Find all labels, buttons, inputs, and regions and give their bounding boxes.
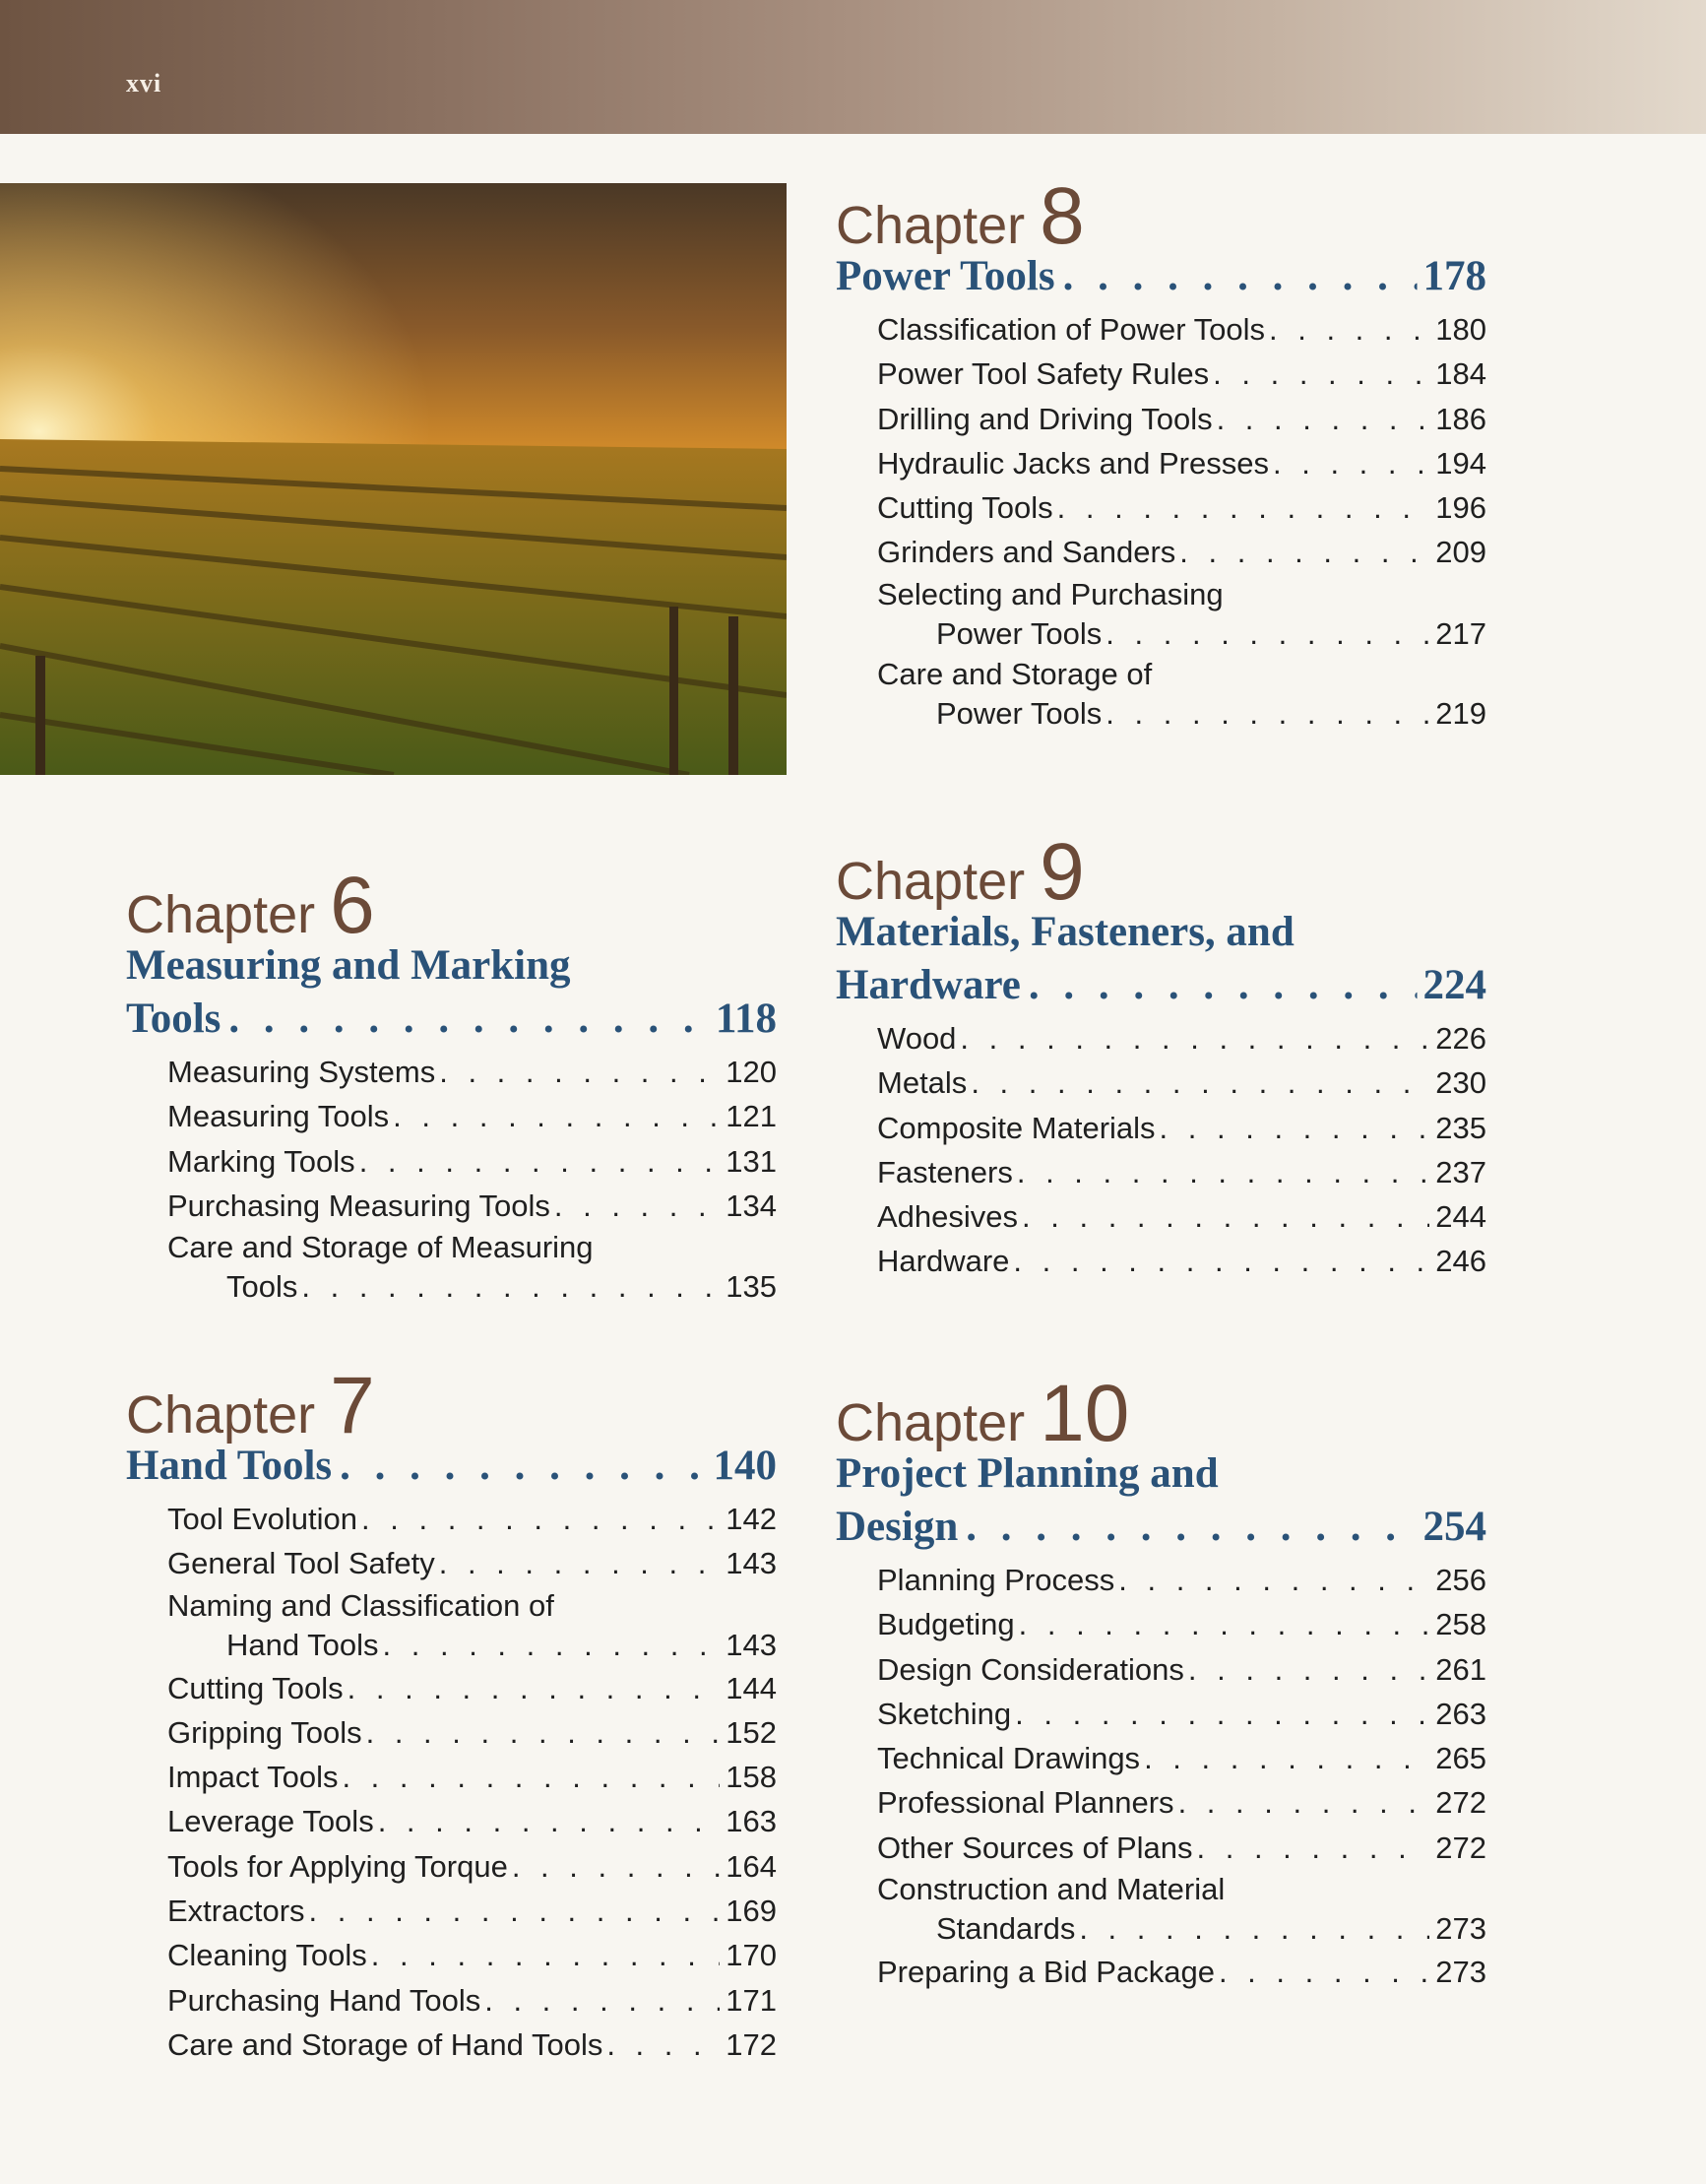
- page-number: xvi: [126, 69, 162, 97]
- toc-entry[interactable]: Sketching . . . 263: [877, 1692, 1486, 1736]
- toc-entry[interactable]: General Tool Safety . . . 143: [167, 1541, 777, 1585]
- header-band: [0, 0, 1706, 134]
- vineyard-photo: [0, 183, 787, 775]
- toc-entry[interactable]: Drilling and Driving Tools . . . 186: [877, 397, 1486, 441]
- toc-entry[interactable]: Planning Process . . . 256: [877, 1558, 1486, 1602]
- toc-entry[interactable]: Composite Materials . . . 235: [877, 1106, 1486, 1150]
- chapter-title: Materials, Fasteners, and Hardware . . . 224: [836, 906, 1486, 1012]
- toc-entry[interactable]: Measuring Systems . . . 120: [167, 1050, 777, 1094]
- toc-entry[interactable]: Cleaning Tools . . . 170: [167, 1933, 777, 1977]
- toc-entry[interactable]: Metals . . . 230: [877, 1060, 1486, 1105]
- chapter-6: [126, 861, 777, 1308]
- toc-entry[interactable]: Selecting and Purchasing Power Tools . . . 217: [877, 575, 1486, 655]
- toc-entry[interactable]: Grinders and Sanders . . . 209: [877, 530, 1486, 574]
- chapter-title: Project Planning and Design . . . 254: [836, 1447, 1486, 1554]
- chapter-label: Chapter 9: [836, 827, 1085, 917]
- chapter-title: Hand Tools . . . 140: [126, 1440, 777, 1493]
- toc-entry[interactable]: Fasteners . . . 237: [877, 1150, 1486, 1194]
- toc-entry[interactable]: Hydraulic Jacks and Presses . . . 194: [877, 441, 1486, 485]
- toc-entry[interactable]: Construction and Material Standards . . . 273: [877, 1870, 1486, 1950]
- toc-entry[interactable]: Wood . . . 226: [877, 1016, 1486, 1060]
- toc-entry[interactable]: Tools for Applying Torque . . . 164: [167, 1844, 777, 1889]
- toc-entry[interactable]: Extractors . . . 169: [167, 1889, 777, 1933]
- toc-entry[interactable]: Impact Tools . . . 158: [167, 1755, 777, 1799]
- chapter-label: Chapter 8: [836, 171, 1085, 261]
- toc-entry[interactable]: Power Tool Safety Rules . . . 184: [877, 352, 1486, 396]
- toc-entry[interactable]: Tool Evolution . . . 142: [167, 1497, 777, 1541]
- toc-entry[interactable]: Cutting Tools . . . 196: [877, 485, 1486, 530]
- toc-entry[interactable]: Marking Tools . . . 131: [167, 1139, 777, 1184]
- toc-entry[interactable]: Design Considerations . . . 261: [877, 1647, 1486, 1692]
- toc-entry[interactable]: Professional Planners . . . 272: [877, 1780, 1486, 1825]
- toc-entry[interactable]: Leverage Tools . . . 163: [167, 1799, 777, 1843]
- toc-entry[interactable]: Purchasing Measuring Tools . . . 134: [167, 1184, 777, 1228]
- toc-entry[interactable]: Care and Storage of Power Tools . . . 219: [877, 655, 1486, 735]
- chapter-label: Chapter 10: [836, 1369, 1130, 1458]
- toc-entry[interactable]: Cutting Tools . . . 144: [167, 1666, 777, 1710]
- toc-entry[interactable]: Hardware . . . 246: [877, 1239, 1486, 1283]
- toc-entry[interactable]: Measuring Tools . . . 121: [167, 1094, 777, 1138]
- chapter-8: [836, 171, 1486, 735]
- toc-entry[interactable]: Purchasing Hand Tools . . . 171: [167, 1978, 777, 2023]
- toc-entry[interactable]: Classification of Power Tools . . . 180: [877, 307, 1486, 352]
- toc-entry[interactable]: Technical Drawings . . . 265: [877, 1736, 1486, 1780]
- toc-entry[interactable]: Care and Storage of Hand Tools . . . 172: [167, 2023, 777, 2067]
- chapter-7: [126, 1361, 777, 2067]
- toc-entry[interactable]: Naming and Classification of Hand Tools . . . 143: [167, 1586, 777, 1666]
- chapter-10: [836, 1369, 1486, 1994]
- toc-entry[interactable]: Adhesives . . . 244: [877, 1194, 1486, 1239]
- chapter-label: Chapter 6: [126, 861, 375, 950]
- toc-entry[interactable]: Other Sources of Plans . . . 272: [877, 1826, 1486, 1870]
- chapter-9: [836, 827, 1486, 1284]
- chapter-title: Power Tools . . . 178: [836, 250, 1486, 303]
- chapter-title: Measuring and Marking Tools . . . 118: [126, 939, 777, 1046]
- toc-entry[interactable]: Gripping Tools . . . 152: [167, 1710, 777, 1755]
- toc-entry[interactable]: Budgeting . . . 258: [877, 1602, 1486, 1646]
- chapter-label: Chapter 7: [126, 1361, 375, 1450]
- toc-entry[interactable]: Preparing a Bid Package . . . 273: [877, 1950, 1486, 1994]
- toc-entry[interactable]: Care and Storage of Measuring Tools . . . 135: [167, 1228, 777, 1308]
